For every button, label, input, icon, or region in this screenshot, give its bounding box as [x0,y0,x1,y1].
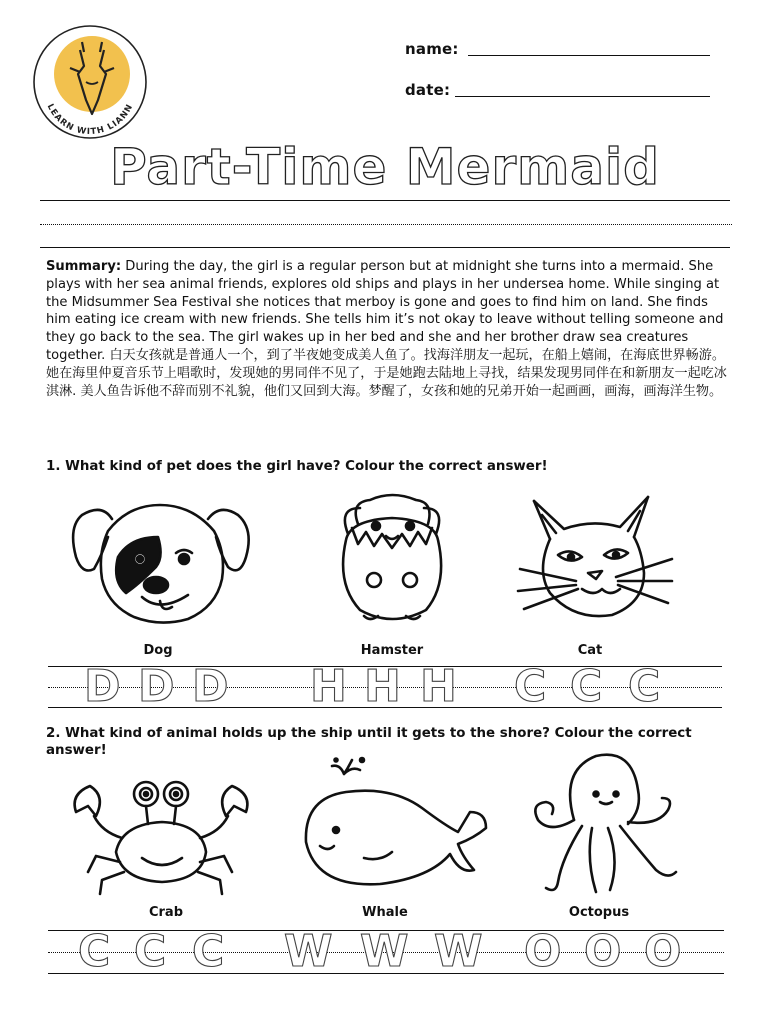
logo-text: LEARN WITH LIANN [44,102,136,138]
option-hamster-label: Hamster [360,643,424,658]
page-title: Part-Time Mermaid [110,138,660,196]
octopus-icon[interactable] [530,750,680,896]
option-cat-label: Cat [577,643,603,658]
trace-letter: D [138,661,175,712]
trace-letter: W [434,926,483,977]
trace-letter: O [524,926,562,977]
trace-letter: C [192,926,225,977]
name-field[interactable] [468,55,710,56]
trace-letter: W [284,926,333,977]
title-line-mid [40,224,732,225]
trace-letter: D [192,661,229,712]
option-crab-label: Crab [148,905,184,920]
name-label: name: [405,40,459,58]
trace-letter: H [310,661,347,712]
cat-icon[interactable] [516,493,674,625]
option-octopus-label: Octopus [568,905,630,920]
date-label: date: [405,81,451,99]
trace-letter: C [628,661,661,712]
trace-row-1[interactable] [48,661,722,712]
trace-letter: C [570,661,603,712]
trace-letter: O [584,926,622,977]
title-line-bottom [40,247,730,248]
option-whale-label: Whale [362,905,408,920]
option-dog-label: Dog [143,643,173,658]
summary-text: During the day, the girl is a regular person but at midnight she turns into a mermaid. She plays with her sea animal friends, explores old ships and plays in her undersea home. While singing at the Midsummer Sea Festival she notices that merboy is gone and goes to find him on land. She finds him eating ice cream with new friends. She tells him it’s not okay to leave without telling someone and they go back to the sea. The girl wakes up in her bed and she and her brother draw sea creatures together. 白天女孩就是普通人一个，到了半夜她变成美人鱼了。找海洋朋友一起玩，在船上嬉闹，在海底世界畅游。她在海里仲夏音乐节上唱歌时，发现她的男同伴不见了，于是她跑去陆地上寻找，结果发现男同伴在和新朋友一起吃冰淇淋. 美人鱼告诉他不辞而别不礼貌，他们又回到大海。梦醒了，女孩和她的兄弟开始一起画画，画海，画海洋生物。 [46,259,727,399]
title-line-top [40,200,730,201]
trace-row-2[interactable] [48,926,724,977]
whale-icon[interactable] [300,752,490,892]
summary-paragraph [46,258,734,400]
summary-label: Summary: [46,259,122,274]
date-field[interactable] [455,96,710,97]
question-1: 1. What kind of pet does the girl have? Colour the correct answer! [46,459,548,474]
trace-letter: C [514,661,547,712]
trace-letter: H [364,661,401,712]
trace-letter: H [420,661,457,712]
crab-icon[interactable] [66,776,256,896]
trace-letter: C [134,926,167,977]
trace-letter: O [644,926,682,977]
trace-letter: W [360,926,409,977]
question-2: 2. What kind of animal holds up the ship until it gets to the shore? Colour the correct answer! [46,726,692,758]
trace-letter: C [78,926,111,977]
trace-letter: D [84,661,121,712]
learn-with-liann-logo [30,22,150,142]
dog-icon[interactable] [68,497,254,627]
hamster-icon[interactable] [330,488,454,628]
